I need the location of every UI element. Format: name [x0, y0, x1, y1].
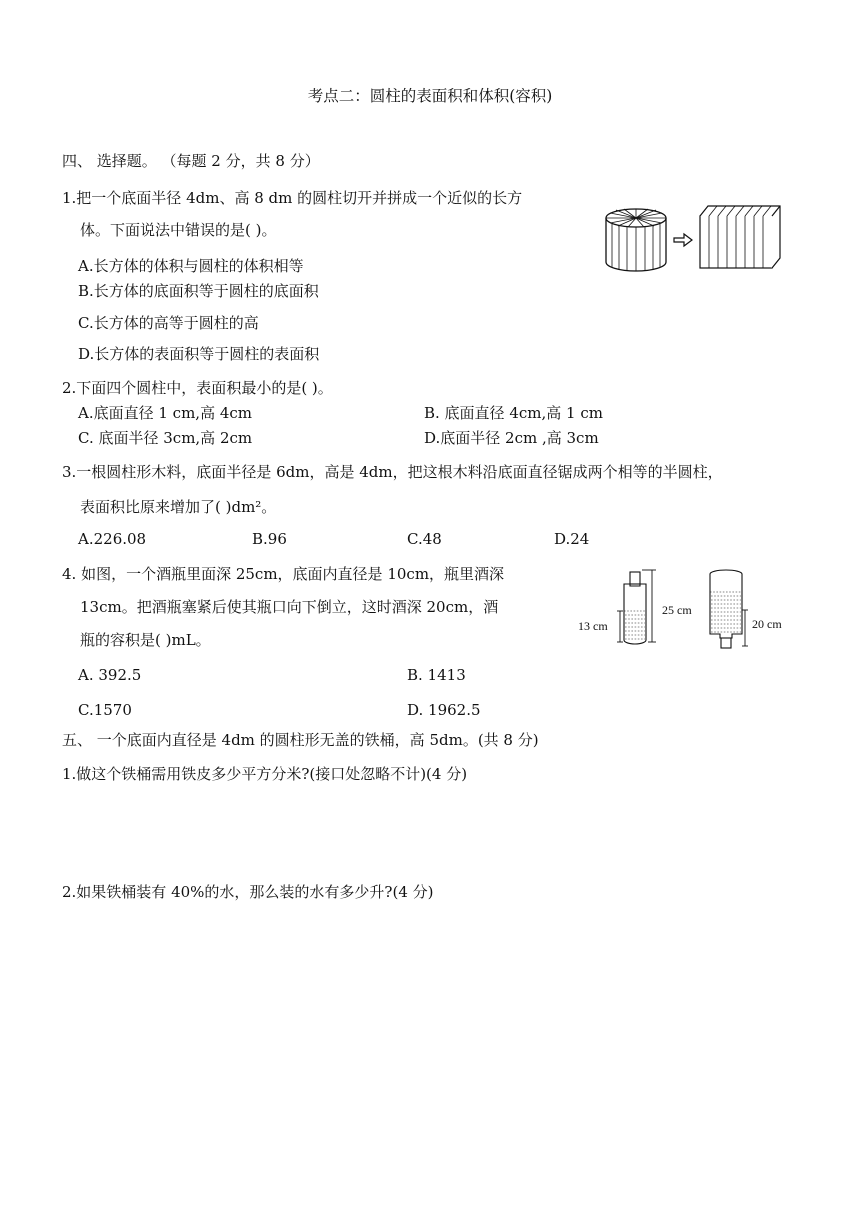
q4-option-d: D. 1962.5 — [407, 701, 481, 719]
q3-stem-line2: 表面积比原来增加了( )dm²。 — [80, 498, 277, 516]
q4-option-a: A. 392.5 — [78, 666, 142, 684]
q4-stem-line1: 4. 如图，一个酒瓶里面深 25cm，底面内直径是 10cm，瓶里酒深 — [62, 565, 505, 583]
q2-option-a: A.底面直径 1 cm,高 4cm — [78, 404, 253, 422]
q4-option-c: C.1570 — [78, 701, 132, 719]
q3-option-a: A.226.08 — [78, 530, 147, 548]
q1-option-a: A.长方体的体积与圆柱的体积相等 — [78, 257, 304, 275]
q3-stem-line1: 3.一根圆柱形木料，底面半径是 6dm，高是 4dm，把这根木料沿底面直径锯成两个相等的半圆柱， — [62, 463, 723, 481]
page-title: 考点二：圆柱的表面积和体积(容积) — [307, 87, 553, 105]
label-25cm: 25 cm — [662, 603, 692, 617]
q1-option-d: D.长方体的表面积等于圆柱的表面积 — [78, 345, 320, 363]
q1-option-c: C.长方体的高等于圆柱的高 — [78, 314, 259, 332]
q2-option-b: B. 底面直径 4cm,高 1 cm — [424, 404, 603, 422]
q4-stem-line2: 13cm。把酒瓶塞紧后使其瓶口向下倒立，这时酒深 20cm，酒 — [80, 598, 499, 616]
label-20cm: 20 cm — [752, 617, 782, 631]
q3-option-c: C.48 — [407, 530, 442, 548]
q2-option-d: D.底面半径 2cm ,高 3cm — [424, 429, 599, 447]
q3-option-b: B.96 — [252, 530, 287, 548]
cylinder-to-cuboid-figure — [598, 196, 788, 280]
section-5-q1: 1.做这个铁桶需用铁皮多少平方分米?(接口处忽略不计)(4 分) — [62, 765, 468, 783]
label-13cm: 13 cm — [578, 619, 608, 633]
q1-stem-line2: 体。下面说法中错误的是( )。 — [80, 221, 277, 239]
q2-option-c: C. 底面半径 3cm,高 2cm — [78, 429, 253, 447]
q1-stem-line1: 1.把一个底面半径 4dm、高 8 dm 的圆柱切开并拼成一个近似的长方 — [62, 189, 523, 207]
q2-stem: 2.下面四个圆柱中，表面积最小的是( )。 — [62, 379, 333, 397]
q4-option-b: B. 1413 — [407, 666, 466, 684]
wine-bottle-figure — [576, 562, 806, 654]
section-5-heading: 五、 一个底面内直径是 4dm 的圆柱形无盖的铁桶，高 5dm。(共 8 分) — [62, 731, 539, 749]
q4-stem-line3: 瓶的容积是( )mL。 — [80, 631, 211, 649]
section-5-q2: 2.如果铁桶装有 40%的水，那么装的水有多少升?(4 分) — [62, 883, 434, 901]
section-4-heading: 四、 选择题。 （每题 2 分，共 8 分） — [62, 152, 320, 170]
q3-option-d: D.24 — [554, 530, 590, 548]
q1-option-b: B.长方体的底面积等于圆柱的底面积 — [78, 282, 319, 300]
